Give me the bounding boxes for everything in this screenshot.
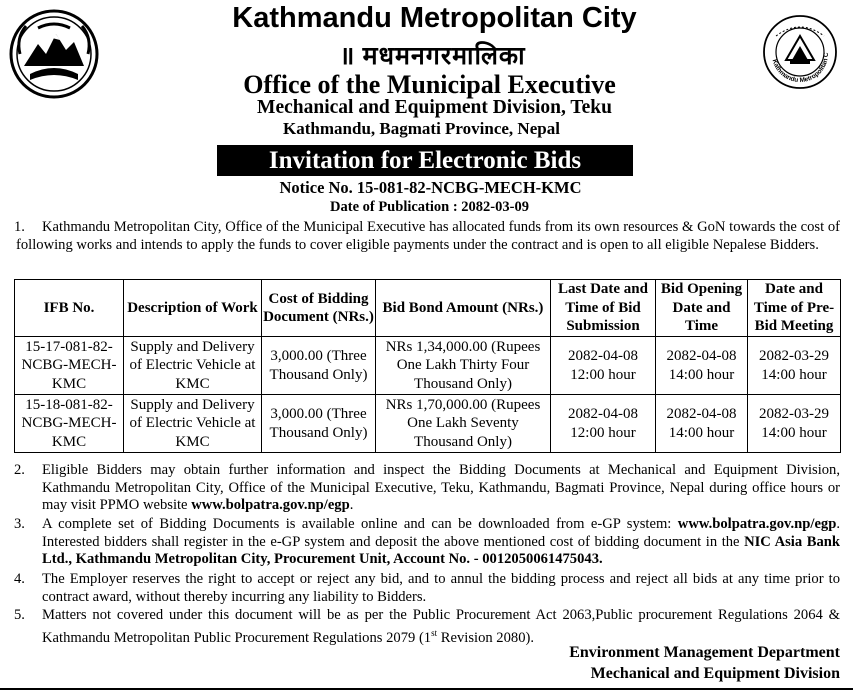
seal-text: Kathmandu Metropolitan C [770, 52, 831, 85]
column-header: Cost of Bidding Document (NRs.) [262, 280, 376, 337]
paragraph-number: 2. [14, 462, 25, 478]
ppmo-website-link[interactable]: www.bolpatra.gov.np/egp [191, 497, 350, 513]
paragraph-2 [16, 462, 840, 515]
paragraph-text: A complete set of Bidding Documents is available online and can be downloaded from e-GP system: [42, 516, 678, 532]
office-address: Kathmandu, Bagmati Province, Nepal [283, 119, 560, 138]
table-cell: NRs 1,70,000.00 (Rupees One Lakh Seventy Thousand Only) [376, 395, 551, 453]
table-cell: 2082-03-29 14:00 hour [748, 395, 841, 453]
table-header-row [15, 280, 841, 337]
table-row [15, 337, 841, 395]
notice-title: Invitation for Electronic Bids [217, 145, 633, 176]
paragraph-number: 5. [14, 607, 25, 623]
paragraph-text: Eligible Bidders may obtain further information and inspect the Bidding Documents at Mechanical and Equipment Division, Kathmandu Metropolitan City, Office of the Municipal Executive, Teku, Kathmandu, Bagmati Province, Nepal during office hours or may visit PPMO website [42, 462, 840, 513]
bank-account-details: NIC Asia Bank Ltd., Kathmandu Metropolitan City, Procurement Unit, Account No. - 0012050061475043. [42, 533, 840, 567]
paragraph-text: Kathmandu Metropolitan City, Office of the Municipal Executive has allocated funds from its own resources & GoN towards the cost of following works and intends to apply the funds to cover eligible payments under the contract and is open to all eligible Nepalese Bidders. [16, 219, 840, 253]
paragraph-text: . [349, 497, 354, 513]
table-cell: 2082-03-29 14:00 hour [748, 337, 841, 395]
signature-division: Mechanical and Equipment Division [590, 665, 840, 682]
table-cell: 15-17-081-82-NCBG-MECH-KMC [15, 337, 124, 395]
superscript: st [431, 627, 438, 638]
city-name: Kathmandu Metropolitan City [232, 2, 637, 34]
table-cell: 2082-04-08 12:00 hour [551, 395, 656, 453]
notice-number: Notice No. 15-081-82-NCBG-MECH-KMC [279, 178, 582, 197]
bids-table [14, 279, 841, 453]
table-cell: NRs 1,34,000.00 (Rupees One Lakh Thirty Four Thousand Only) [376, 337, 551, 395]
column-header: IFB No. [15, 280, 124, 337]
city-name-nepali: ॥ मधमनगरमालिका [339, 43, 526, 70]
paragraph-number: 4. [14, 571, 25, 587]
division-name: Mechanical and Equipment Division, Teku [257, 97, 612, 118]
paragraph-text: . Interested bidders shall register in the e-GP system and deposit the above mentioned cost of bidding document in the [42, 516, 840, 550]
signature-department: Environment Management Department [569, 644, 840, 661]
table-cell: 15-18-081-82-NCBG-MECH-KMC [15, 395, 124, 453]
paragraph-text: Matters not covered under this document will be as per the Public Procurement Act 2063,Public procurement Regulations 2064 & Kathmandu Metropolitan Public Procurement Regulations 2079 (1 [42, 607, 840, 646]
paragraph-4 [16, 571, 840, 606]
column-header: Description of Work [124, 280, 262, 337]
table-row [15, 395, 841, 453]
column-header: Date and Time of Pre-Bid Meeting [748, 280, 841, 337]
egp-website-link[interactable]: www.bolpatra.gov.np/egp [677, 516, 837, 532]
table-cell: 3,000.00 (Three Thousand Only) [262, 395, 376, 453]
paragraph-1 [16, 219, 840, 254]
column-header: Bid Opening Date and Time [656, 280, 748, 337]
column-header: Last Date and Time of Bid Submission [551, 280, 656, 337]
table-cell: 2082-04-08 12:00 hour [551, 337, 656, 395]
column-header: Bid Bond Amount (NRs.) [376, 280, 551, 337]
paragraph-number: 1. [14, 219, 25, 235]
paragraph-number: 3. [14, 516, 25, 532]
paragraph-5 [16, 607, 840, 647]
paragraph-text: Revision 2080). [437, 629, 535, 646]
table-cell: 3,000.00 (Three Thousand Only) [262, 337, 376, 395]
table-cell: 2082-04-08 14:00 hour [656, 395, 748, 453]
table-cell: Supply and Delivery of Electric Vehicle at KMC [124, 337, 262, 395]
paragraph-text: The Employer reserves the right to accept or reject any bid, and to annul the bidding process and reject all bids at any time prior to contract award, without thereby incurring any liability to Bidders. [42, 571, 840, 605]
table-cell: Supply and Delivery of Electric Vehicle at KMC [124, 395, 262, 453]
table-cell: 2082-04-08 14:00 hour [656, 337, 748, 395]
office-name: Office of the Municipal Executive [243, 70, 616, 99]
paragraph-3 [16, 516, 840, 569]
publication-date: Date of Publication : 2082-03-09 [330, 199, 529, 215]
